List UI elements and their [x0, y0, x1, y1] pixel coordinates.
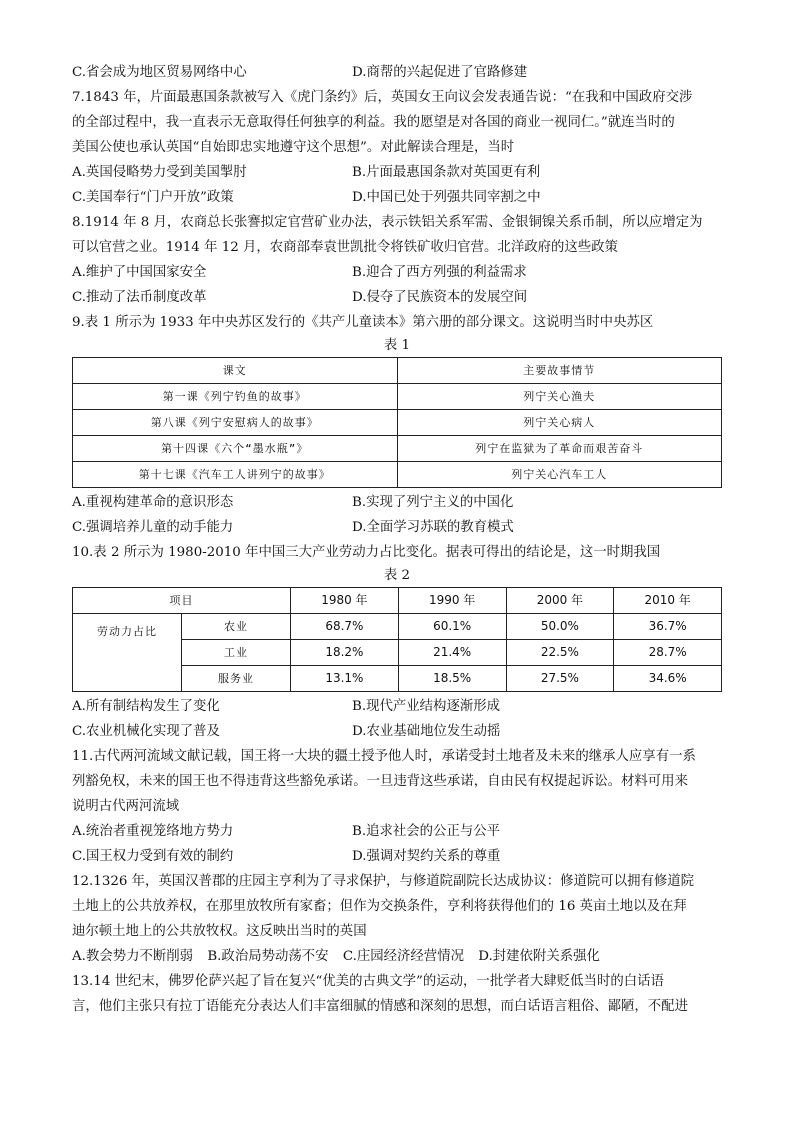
- option-b: B.迎合了西方列强的利益需求: [352, 265, 527, 280]
- option-c: C.美国奉行“门户开放”政策: [72, 190, 234, 205]
- question-7: [72, 85, 722, 210]
- question-10: [72, 540, 722, 744]
- question-text-line: 9.表 1 所示为 1933 年中央苏区发行的《共产儿童读本》第六册的部分课文。这说明当时中央苏区: [72, 315, 654, 330]
- q6-options-cd: [72, 60, 722, 85]
- options-ab: [72, 819, 722, 844]
- row-label-cell: 服务业: [182, 666, 291, 692]
- options-cd: [72, 844, 722, 869]
- option-a: A.维护了中国国家安全: [72, 265, 207, 280]
- table-cell: 列宁关心汽车工人: [397, 462, 722, 488]
- header-cell: 主要故事情节: [397, 358, 722, 384]
- option-c: C.国王权力受到有效的制约: [72, 849, 234, 864]
- option-a: A.教会势力不断削弱: [72, 949, 194, 964]
- question-12: [72, 869, 722, 969]
- question-text-line: 土地上的公共放养权，在那里放牧所有家畜；但作为交换条件，亨利将获得他们的 16 英亩土地以及在拜: [72, 899, 687, 914]
- option-b: B.追求社会的公正与公平: [352, 824, 501, 839]
- option-d: D.强调对契约关系的尊重: [352, 849, 501, 864]
- header-cell-year: 2000 年: [506, 588, 614, 614]
- table-caption: 表 2: [383, 568, 411, 583]
- value-cell: 18.2%: [291, 640, 399, 666]
- options-cd: [72, 719, 722, 744]
- question-text-line: 言，他们主张只有拉丁语能充分表达人们丰富细腻的情感和深刻的思想，而白话语言粗俗、鄙陋，不配进: [72, 999, 688, 1014]
- table-row: [73, 436, 722, 462]
- question-text-line: 12.1326 年，英国汉普郡的庄园主亨利为了寻求保护，与修道院副院长达成协议：修道院可以拥有修道院: [72, 874, 695, 889]
- option-d: D.封建依附关系强化: [478, 949, 600, 964]
- value-cell: 13.1%: [291, 666, 399, 692]
- table-1: [72, 357, 722, 488]
- question-9: [72, 310, 722, 540]
- question-text-line: 11.古代两河流域文献记载，国王将一大块的疆土授予他人时，承诺受封土地者及未来的继承人应享有一系: [72, 749, 696, 764]
- option-d: D.商帮的兴起促进了官路修建: [352, 65, 528, 80]
- table-row: [73, 462, 722, 488]
- exam-page: [72, 60, 722, 1019]
- table-cell: 列宁关心病人: [397, 410, 722, 436]
- option-b: B.政治局势动荡不安: [207, 949, 329, 964]
- option-c: C.推动了法币制度改革: [72, 290, 207, 305]
- value-cell: 34.6%: [614, 666, 722, 692]
- table-cell: 第一课《列宁钓鱼的故事》: [73, 384, 398, 410]
- group-label-cell: 劳动力占比: [73, 614, 182, 692]
- options-ab: [72, 260, 722, 285]
- options-cd: [72, 285, 722, 310]
- option-a: A.统治者重视笼络地方势力: [72, 824, 234, 839]
- table-header-row: [73, 358, 722, 384]
- options-ab: [72, 490, 722, 515]
- table-header-row: [73, 588, 722, 614]
- value-cell: 28.7%: [614, 640, 722, 666]
- option-b: B.片面最惠国条款对英国更有利: [352, 165, 541, 180]
- table-cell: 列宁在监狱为了革命而艰苦奋斗: [397, 436, 722, 462]
- question-text-line: 7.1843 年，片面最惠国条款被写入《虎门条约》后，英国女王向议会发表通告说：“在我和中国政府交涉: [72, 90, 693, 105]
- option-a: A.重视构建革命的意识形态: [72, 495, 234, 510]
- header-cell-year: 2010 年: [614, 588, 722, 614]
- value-cell: 21.4%: [398, 640, 506, 666]
- table-2: [72, 587, 722, 692]
- value-cell: 60.1%: [398, 614, 506, 640]
- question-13: [72, 969, 722, 1019]
- option-c: C.强调培养儿童的动手能力: [72, 520, 234, 535]
- header-cell: 课文: [73, 358, 398, 384]
- header-cell-item: 项目: [73, 588, 291, 614]
- question-8: [72, 210, 722, 310]
- option-a: A.英国侵略势力受到美国掣肘: [72, 165, 247, 180]
- header-cell-year: 1990 年: [398, 588, 506, 614]
- table-cell: 第十七课《汽车工人讲列宁的故事》: [73, 462, 398, 488]
- question-text-line: 8.1914 年 8 月，农商总长张謇拟定官营矿业办法，表示铁铝关系军需、金银铜镍关系币制，所以应增定为: [72, 215, 703, 230]
- table-cell: 第八课《列宁安慰病人的故事》: [73, 410, 398, 436]
- table-cell: 列宁关心渔夫: [397, 384, 722, 410]
- question-text-line: 列豁免权，未来的国王也不得违背这些豁免承诺。一旦违背这些承诺，自由民有权提起诉讼。材料可用来: [72, 774, 688, 789]
- option-d: D.侵夺了民族资本的发展空间: [352, 290, 528, 305]
- value-cell: 68.7%: [291, 614, 399, 640]
- table-row: [73, 614, 722, 640]
- options-ab: [72, 160, 722, 185]
- value-cell: 18.5%: [398, 666, 506, 692]
- row-label-cell: 工业: [182, 640, 291, 666]
- table-cell: 第十四课《六个“墨水瓶”》: [73, 436, 398, 462]
- question-text-line: 美国公使也承认英国“自始即忠实地遵守这个思想”。对此解读合理是，当时: [72, 140, 515, 155]
- question-text-line: 13.14 世纪末，佛罗伦萨兴起了旨在复兴“优美的古典文学”的运动，一批学者大肆贬低当时的白话语: [72, 974, 664, 989]
- option-c: C.省会成为地区贸易网络中心: [72, 65, 247, 80]
- question-text-line: 可以官营之业。1914 年 12 月，农商部奉袁世凯批令将铁矿收归官营。北洋政府的这些政策: [72, 240, 618, 255]
- value-cell: 36.7%: [614, 614, 722, 640]
- options-cd: [72, 515, 722, 540]
- value-cell: 50.0%: [506, 614, 614, 640]
- value-cell: 22.5%: [506, 640, 614, 666]
- question-text-line: 的全部过程中，我一直表示无意取得任何独享的利益。我的愿望是对各国的商业一视同仁。”就连当时的: [72, 115, 675, 130]
- table-row: [73, 384, 722, 410]
- option-c: C.庄园经济经营情况: [342, 949, 464, 964]
- option-c: C.农业机械化实现了普及: [72, 724, 220, 739]
- option-d: D.农业基础地位发生动摇: [352, 724, 501, 739]
- question-text-line: 10.表 2 所示为 1980-2010 年中国三大产业劳动力占比变化。据表可得出的结论是，这一时期我国: [72, 545, 661, 560]
- question-11: [72, 744, 722, 869]
- option-d: D.全面学习苏联的教育模式: [352, 520, 514, 535]
- option-a: A.所有制结构发生了变化: [72, 699, 220, 714]
- header-cell-year: 1980 年: [291, 588, 399, 614]
- question-text-line: 说明古代两河流域: [72, 799, 180, 814]
- row-label-cell: 农业: [182, 614, 291, 640]
- table-row: [73, 410, 722, 436]
- options-ab: [72, 694, 722, 719]
- option-d: D.中国已处于列强共同宰割之中: [352, 190, 541, 205]
- options-cd: [72, 185, 722, 210]
- table-caption: 表 1: [383, 338, 411, 353]
- option-b: B.现代产业结构逐渐形成: [352, 699, 501, 714]
- question-text-line: 迪尔顿土地上的公共放牧权。这反映出当时的英国: [72, 924, 367, 939]
- value-cell: 27.5%: [506, 666, 614, 692]
- option-b: B.实现了列宁主义的中国化: [352, 495, 514, 510]
- options-abcd: [72, 944, 722, 969]
